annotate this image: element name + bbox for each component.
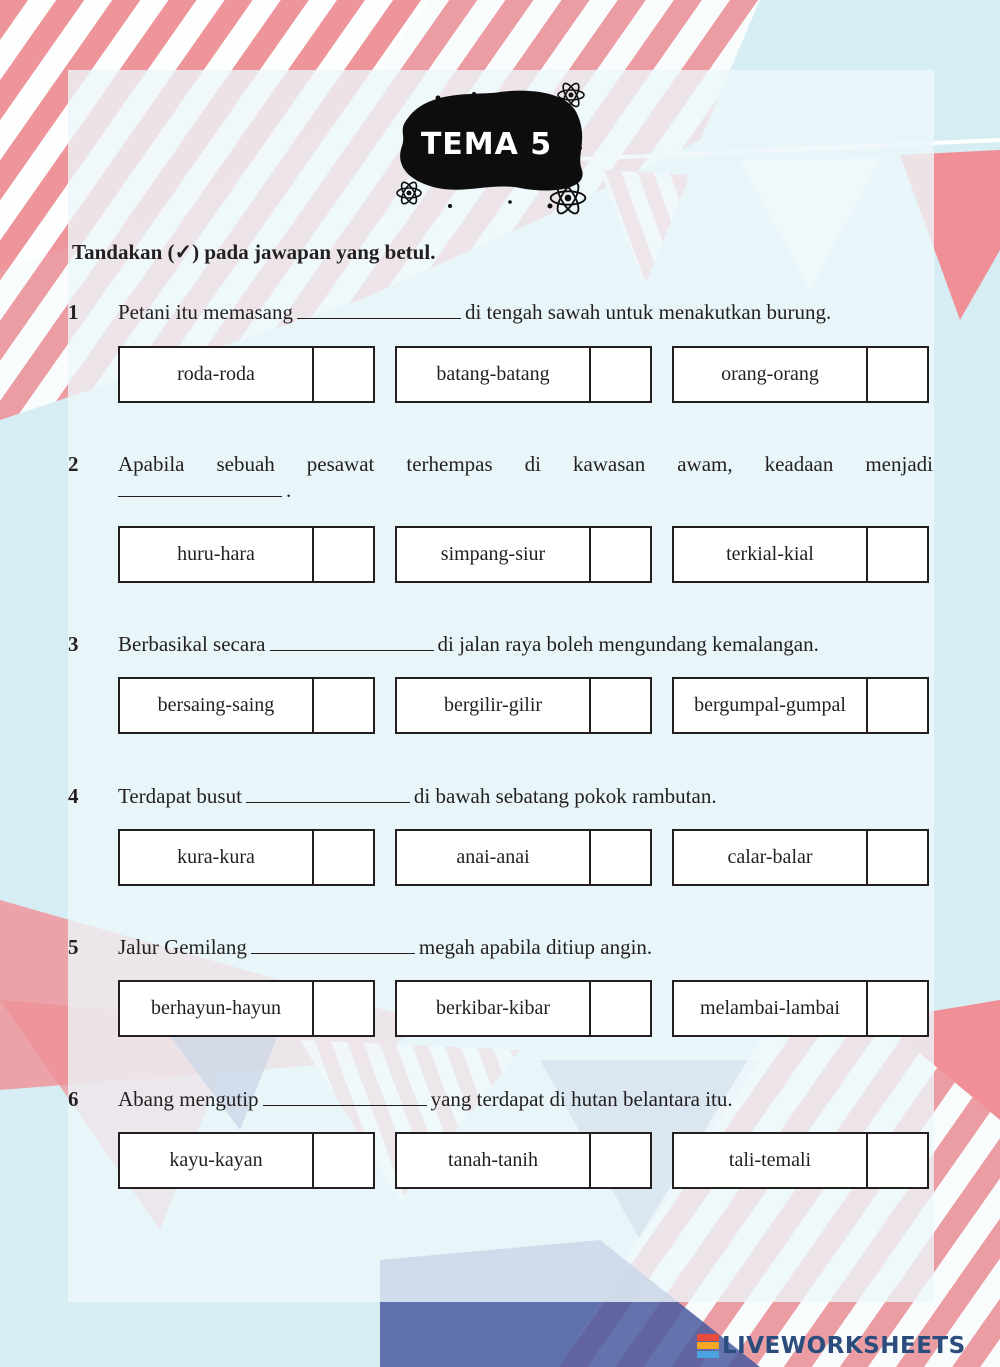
options-row-1 bbox=[0, 346, 1000, 403]
page-title: TEMA 5 bbox=[420, 127, 553, 162]
tick-box[interactable] bbox=[866, 348, 927, 401]
answer-blank bbox=[270, 633, 434, 651]
tick-box[interactable] bbox=[589, 679, 650, 732]
question-number: 2 bbox=[68, 452, 79, 476]
question-text bbox=[118, 1087, 733, 1112]
answer-blank bbox=[297, 301, 461, 319]
question-number: 5 bbox=[68, 935, 79, 959]
tick-box[interactable] bbox=[589, 831, 650, 884]
instruction-text: Tandakan (✓) pada jawapan yang betul. bbox=[72, 240, 436, 264]
option-label: bergumpal-gumpal bbox=[694, 694, 846, 716]
tick-box[interactable] bbox=[312, 679, 373, 732]
option bbox=[118, 677, 375, 734]
tick-box[interactable] bbox=[589, 348, 650, 401]
atom-icon bbox=[394, 178, 424, 208]
question-text-before: Abang mengutip bbox=[118, 1087, 259, 1111]
options-row-6 bbox=[0, 1132, 1000, 1189]
option-label: huru-hara bbox=[177, 543, 255, 565]
option bbox=[672, 980, 929, 1037]
option bbox=[118, 1132, 375, 1189]
option bbox=[118, 346, 375, 403]
question-text-before: Terdapat busut bbox=[118, 784, 242, 808]
tick-box[interactable] bbox=[866, 679, 927, 732]
tick-box[interactable] bbox=[866, 831, 927, 884]
question-text-after: di tengah sawah untuk menakutkan burung. bbox=[464, 300, 832, 324]
option bbox=[118, 526, 375, 583]
tick-box[interactable] bbox=[312, 1134, 373, 1187]
title-badge bbox=[390, 78, 600, 218]
question-text-after: yang terdapat di hutan belantara itu. bbox=[430, 1087, 733, 1111]
option-label: kura-kura bbox=[177, 846, 255, 868]
question-text-after: . bbox=[286, 478, 292, 502]
option bbox=[118, 980, 375, 1037]
question-text bbox=[118, 632, 819, 657]
question-number: 3 bbox=[68, 632, 79, 656]
option-label: kayu-kayan bbox=[169, 1149, 263, 1171]
brand-name: LIVEWORKSHEETS bbox=[722, 1333, 966, 1359]
option-label: melambai-lambai bbox=[700, 997, 840, 1019]
answer-blank bbox=[118, 479, 282, 497]
answer-blank bbox=[251, 936, 415, 954]
answer-blank bbox=[263, 1088, 427, 1106]
question-text bbox=[118, 300, 831, 325]
question-text-line2 bbox=[118, 478, 291, 503]
option-label: anai-anai bbox=[456, 846, 530, 868]
tick-box[interactable] bbox=[312, 528, 373, 581]
option-label: berkibar-kibar bbox=[436, 997, 550, 1019]
liveworksheets-logo-icon bbox=[697, 1334, 719, 1358]
option bbox=[395, 980, 652, 1037]
tick-box[interactable] bbox=[312, 831, 373, 884]
option-label: calar-balar bbox=[727, 846, 813, 868]
option-label: bersaing-saing bbox=[157, 694, 275, 716]
tick-box[interactable] bbox=[866, 1134, 927, 1187]
option bbox=[672, 346, 929, 403]
option-label: bergilir-gilir bbox=[443, 694, 543, 716]
question-text bbox=[118, 935, 652, 960]
option-label: batang-batang bbox=[436, 363, 550, 385]
option bbox=[672, 677, 929, 734]
question-number: 4 bbox=[68, 784, 79, 808]
options-row-2 bbox=[0, 526, 1000, 583]
tick-box[interactable] bbox=[589, 982, 650, 1035]
question-number: 1 bbox=[68, 300, 79, 324]
atom-icon bbox=[548, 178, 588, 218]
question-number: 6 bbox=[68, 1087, 79, 1111]
tick-box[interactable] bbox=[866, 528, 927, 581]
options-row-4 bbox=[0, 829, 1000, 886]
option bbox=[118, 829, 375, 886]
question-text-after: megah apabila ditiup angin. bbox=[418, 935, 653, 959]
option-label: roda-roda bbox=[177, 363, 255, 385]
option-label: orang-orang bbox=[721, 363, 819, 385]
option bbox=[395, 346, 652, 403]
question-text-before: Petani itu memasang bbox=[118, 300, 293, 324]
liveworksheets-brand[interactable] bbox=[697, 1333, 966, 1359]
option bbox=[395, 526, 652, 583]
options-row-5 bbox=[0, 980, 1000, 1037]
option-label: tanah-tanih bbox=[448, 1149, 538, 1171]
question-text: Apabila sebuah pesawat terhempas di kawasan awam, keadaan menjadi bbox=[118, 452, 933, 476]
option bbox=[672, 526, 929, 583]
question-text-after: di jalan raya boleh mengundang kemalangan. bbox=[437, 632, 819, 656]
option bbox=[395, 1132, 652, 1189]
tick-box[interactable] bbox=[866, 982, 927, 1035]
tick-box[interactable] bbox=[589, 1134, 650, 1187]
option-label: tali-temali bbox=[728, 1149, 812, 1171]
option bbox=[395, 829, 652, 886]
option-label: simpang-siur bbox=[440, 543, 546, 565]
tick-box[interactable] bbox=[312, 982, 373, 1035]
tick-box[interactable] bbox=[312, 348, 373, 401]
answer-blank bbox=[246, 785, 410, 803]
options-row-3 bbox=[0, 677, 1000, 734]
tick-box[interactable] bbox=[589, 528, 650, 581]
question-text-before: Jalur Gemilang bbox=[118, 935, 247, 959]
question-text-after: di bawah sebatang pokok rambutan. bbox=[413, 784, 717, 808]
option bbox=[395, 677, 652, 734]
atom-icon bbox=[556, 80, 586, 110]
option-label: terkial-kial bbox=[726, 543, 814, 565]
option bbox=[672, 829, 929, 886]
question-text bbox=[118, 784, 717, 809]
option-label: berhayun-hayun bbox=[151, 997, 281, 1019]
option bbox=[672, 1132, 929, 1189]
question-text-before: Berbasikal secara bbox=[118, 632, 266, 656]
